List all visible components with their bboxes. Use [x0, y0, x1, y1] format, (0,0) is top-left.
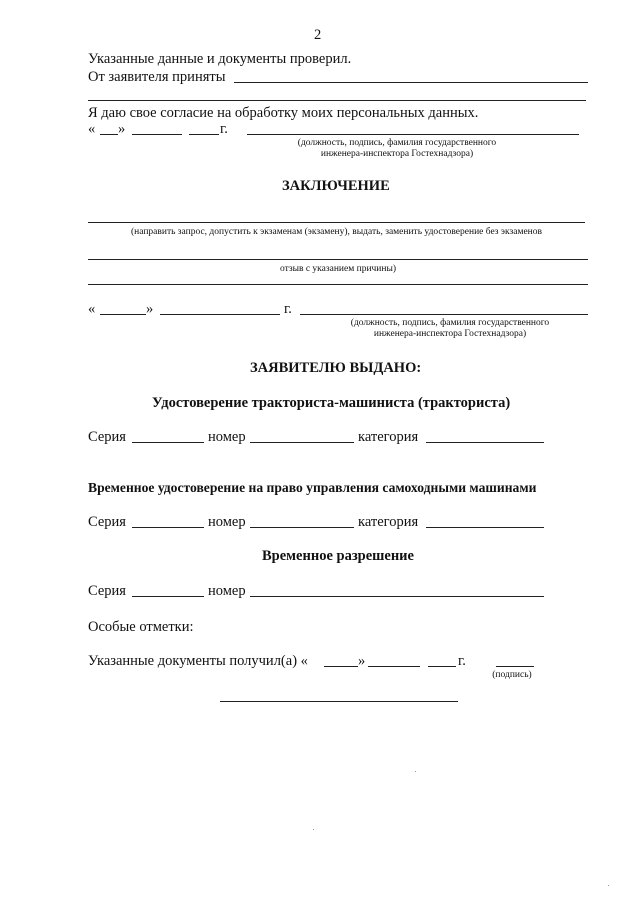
conclusion-decision-line	[88, 222, 585, 223]
cert1-category-label: категория	[358, 429, 419, 445]
special-notes-label: Особые отметки:	[88, 619, 194, 635]
received-year-line	[428, 666, 456, 667]
permit-number-line	[250, 596, 544, 597]
conclusion-signature-line	[300, 314, 588, 315]
cert2-category-line	[426, 527, 544, 528]
conclusion-open-quote: «	[88, 301, 96, 317]
scan-speck	[608, 885, 609, 886]
conclusion-year-suffix: г.	[284, 301, 292, 317]
cert1-number-label: номер	[208, 429, 246, 445]
cert2-number-label: номер	[208, 514, 246, 530]
cert1-title: Удостоверение тракториста-машиниста (тракториста)	[152, 395, 511, 411]
scan-speck	[415, 771, 416, 772]
cert1-category-line	[426, 442, 544, 443]
conclusion-signature-caption-2: инженера-инспектора Гостехнадзора)	[373, 329, 527, 339]
cert1-series-label: Серия	[88, 429, 126, 445]
conclusion-reason-line-2	[88, 284, 588, 285]
received-day-line	[324, 666, 358, 667]
consent-text: Я даю свое согласие на обработку моих персональных данных.	[88, 105, 479, 121]
issued-heading: ЗАЯВИТЕЛЮ ВЫДАНО:	[250, 360, 422, 376]
consent-open-quote: «	[88, 121, 96, 137]
permit-title: Временное разрешение	[262, 548, 414, 564]
consent-signature-line	[247, 134, 579, 135]
cert2-series-label: Серия	[88, 514, 126, 530]
cert2-number-line	[250, 527, 354, 528]
accepted-from-line	[234, 82, 588, 83]
received-text: Указанные документы получил(а) «	[88, 653, 308, 669]
conclusion-decision-caption: (направить запрос, допустить к экзаменам (экзамену), выдать, заменить удостоверение без экзаменов	[130, 227, 543, 237]
received-month-line	[368, 666, 420, 667]
consent-signature-caption-1: (должность, подпись, фамилия государственного	[297, 138, 497, 148]
verification-checked-text: Указанные данные и документы проверил.	[88, 51, 352, 67]
conclusion-reason-caption: отзыв с указанием причины)	[279, 264, 397, 274]
consent-signature-caption-2: инженера-инспектора Гостехнадзора)	[320, 149, 474, 159]
consent-day-line	[100, 134, 118, 135]
received-year-suffix: г.	[458, 653, 466, 669]
page-number: 2	[314, 27, 322, 43]
received-signature-line	[496, 666, 534, 667]
cert1-number-line	[250, 442, 354, 443]
cert2-title: Временное удостоверение на право управления самоходными машинами	[88, 480, 537, 495]
consent-year-line	[189, 134, 219, 135]
conclusion-day-line	[100, 314, 146, 315]
conclusion-heading: ЗАКЛЮЧЕНИЕ	[282, 178, 390, 194]
permit-number-label: номер	[208, 583, 246, 599]
conclusion-close-quote: »	[146, 301, 154, 317]
consent-month-line	[132, 134, 182, 135]
consent-year-suffix: г.	[220, 121, 228, 137]
permit-series-line	[132, 596, 204, 597]
permit-series-label: Серия	[88, 583, 126, 599]
accepted-from-line-2	[88, 100, 586, 101]
consent-close-quote: »	[118, 121, 126, 137]
accepted-from-label: От заявителя приняты	[88, 69, 226, 85]
received-close-quote: »	[358, 653, 366, 669]
scan-speck	[313, 829, 314, 830]
cert1-series-line	[132, 442, 204, 443]
cert2-category-label: категория	[358, 514, 419, 530]
conclusion-month-line	[160, 314, 280, 315]
conclusion-signature-caption-1: (должность, подпись, фамилия государственного	[350, 318, 550, 328]
cert2-series-line	[132, 527, 204, 528]
received-signature-caption: (подпись)	[492, 670, 532, 680]
bottom-separator-line	[220, 701, 458, 702]
conclusion-reason-line	[88, 259, 588, 260]
